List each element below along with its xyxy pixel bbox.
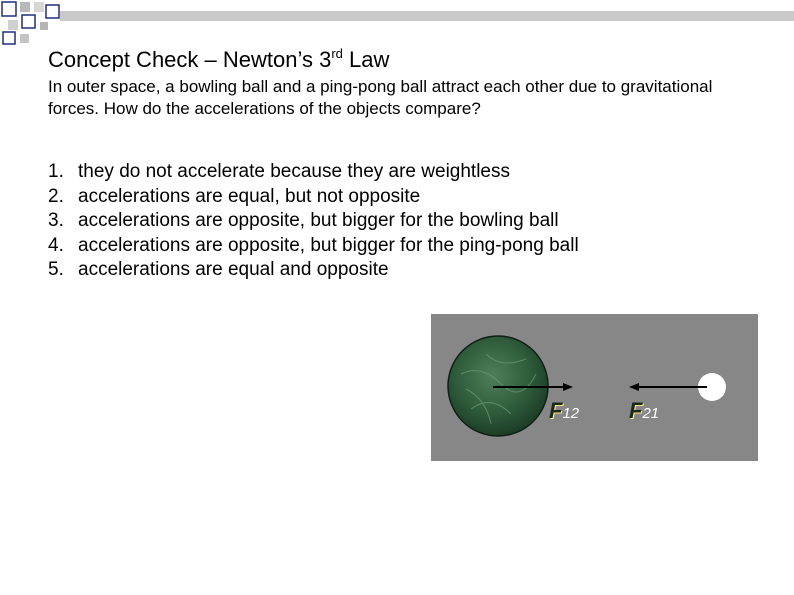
option-3 bbox=[48, 209, 579, 234]
slide-title bbox=[48, 46, 389, 77]
label-f21-subscript: 21 bbox=[642, 405, 660, 422]
title-suffix: Law bbox=[342, 47, 390, 72]
option-number: 5. bbox=[48, 259, 64, 280]
title-superscript: rd bbox=[331, 46, 343, 61]
option-number: 1. bbox=[48, 161, 64, 182]
option-number: 4. bbox=[48, 234, 64, 256]
force-diagram bbox=[431, 314, 758, 461]
option-2 bbox=[48, 185, 579, 210]
option-number: 3. bbox=[48, 210, 64, 231]
label-f21 bbox=[629, 398, 659, 424]
option-5 bbox=[48, 258, 579, 283]
option-text: accelerations are equal, but not opposite bbox=[78, 185, 421, 207]
label-f21-letter: F bbox=[629, 398, 643, 423]
option-1 bbox=[48, 160, 579, 185]
option-text: accelerations are opposite, but bigger for the bowling ball bbox=[78, 210, 559, 231]
force-arrow-f12-head bbox=[563, 383, 573, 391]
option-text: accelerations are equal and opposite bbox=[78, 259, 389, 280]
title-text: Concept Check – Newton’s 3 bbox=[48, 47, 332, 72]
answer-options bbox=[48, 160, 579, 283]
label-f12-letter: F bbox=[549, 398, 563, 423]
option-4 bbox=[48, 234, 579, 259]
label-f12-subscript: 12 bbox=[562, 405, 580, 422]
option-text: they do not accelerate because they are weightless bbox=[78, 161, 510, 182]
option-text: accelerations are opposite, but bigger for the ping-pong ball bbox=[78, 234, 579, 256]
option-number: 2. bbox=[48, 185, 64, 207]
force-arrow-f21-head bbox=[629, 383, 639, 391]
label-f12 bbox=[549, 398, 579, 424]
title-bar-stripe bbox=[60, 11, 794, 21]
force-diagram-graphic bbox=[431, 314, 758, 461]
question-text: In outer space, a bowling ball and a ping-pong ball attract each other due to gravitational forces. How do the accelerations of the objects compare? bbox=[48, 77, 713, 118]
